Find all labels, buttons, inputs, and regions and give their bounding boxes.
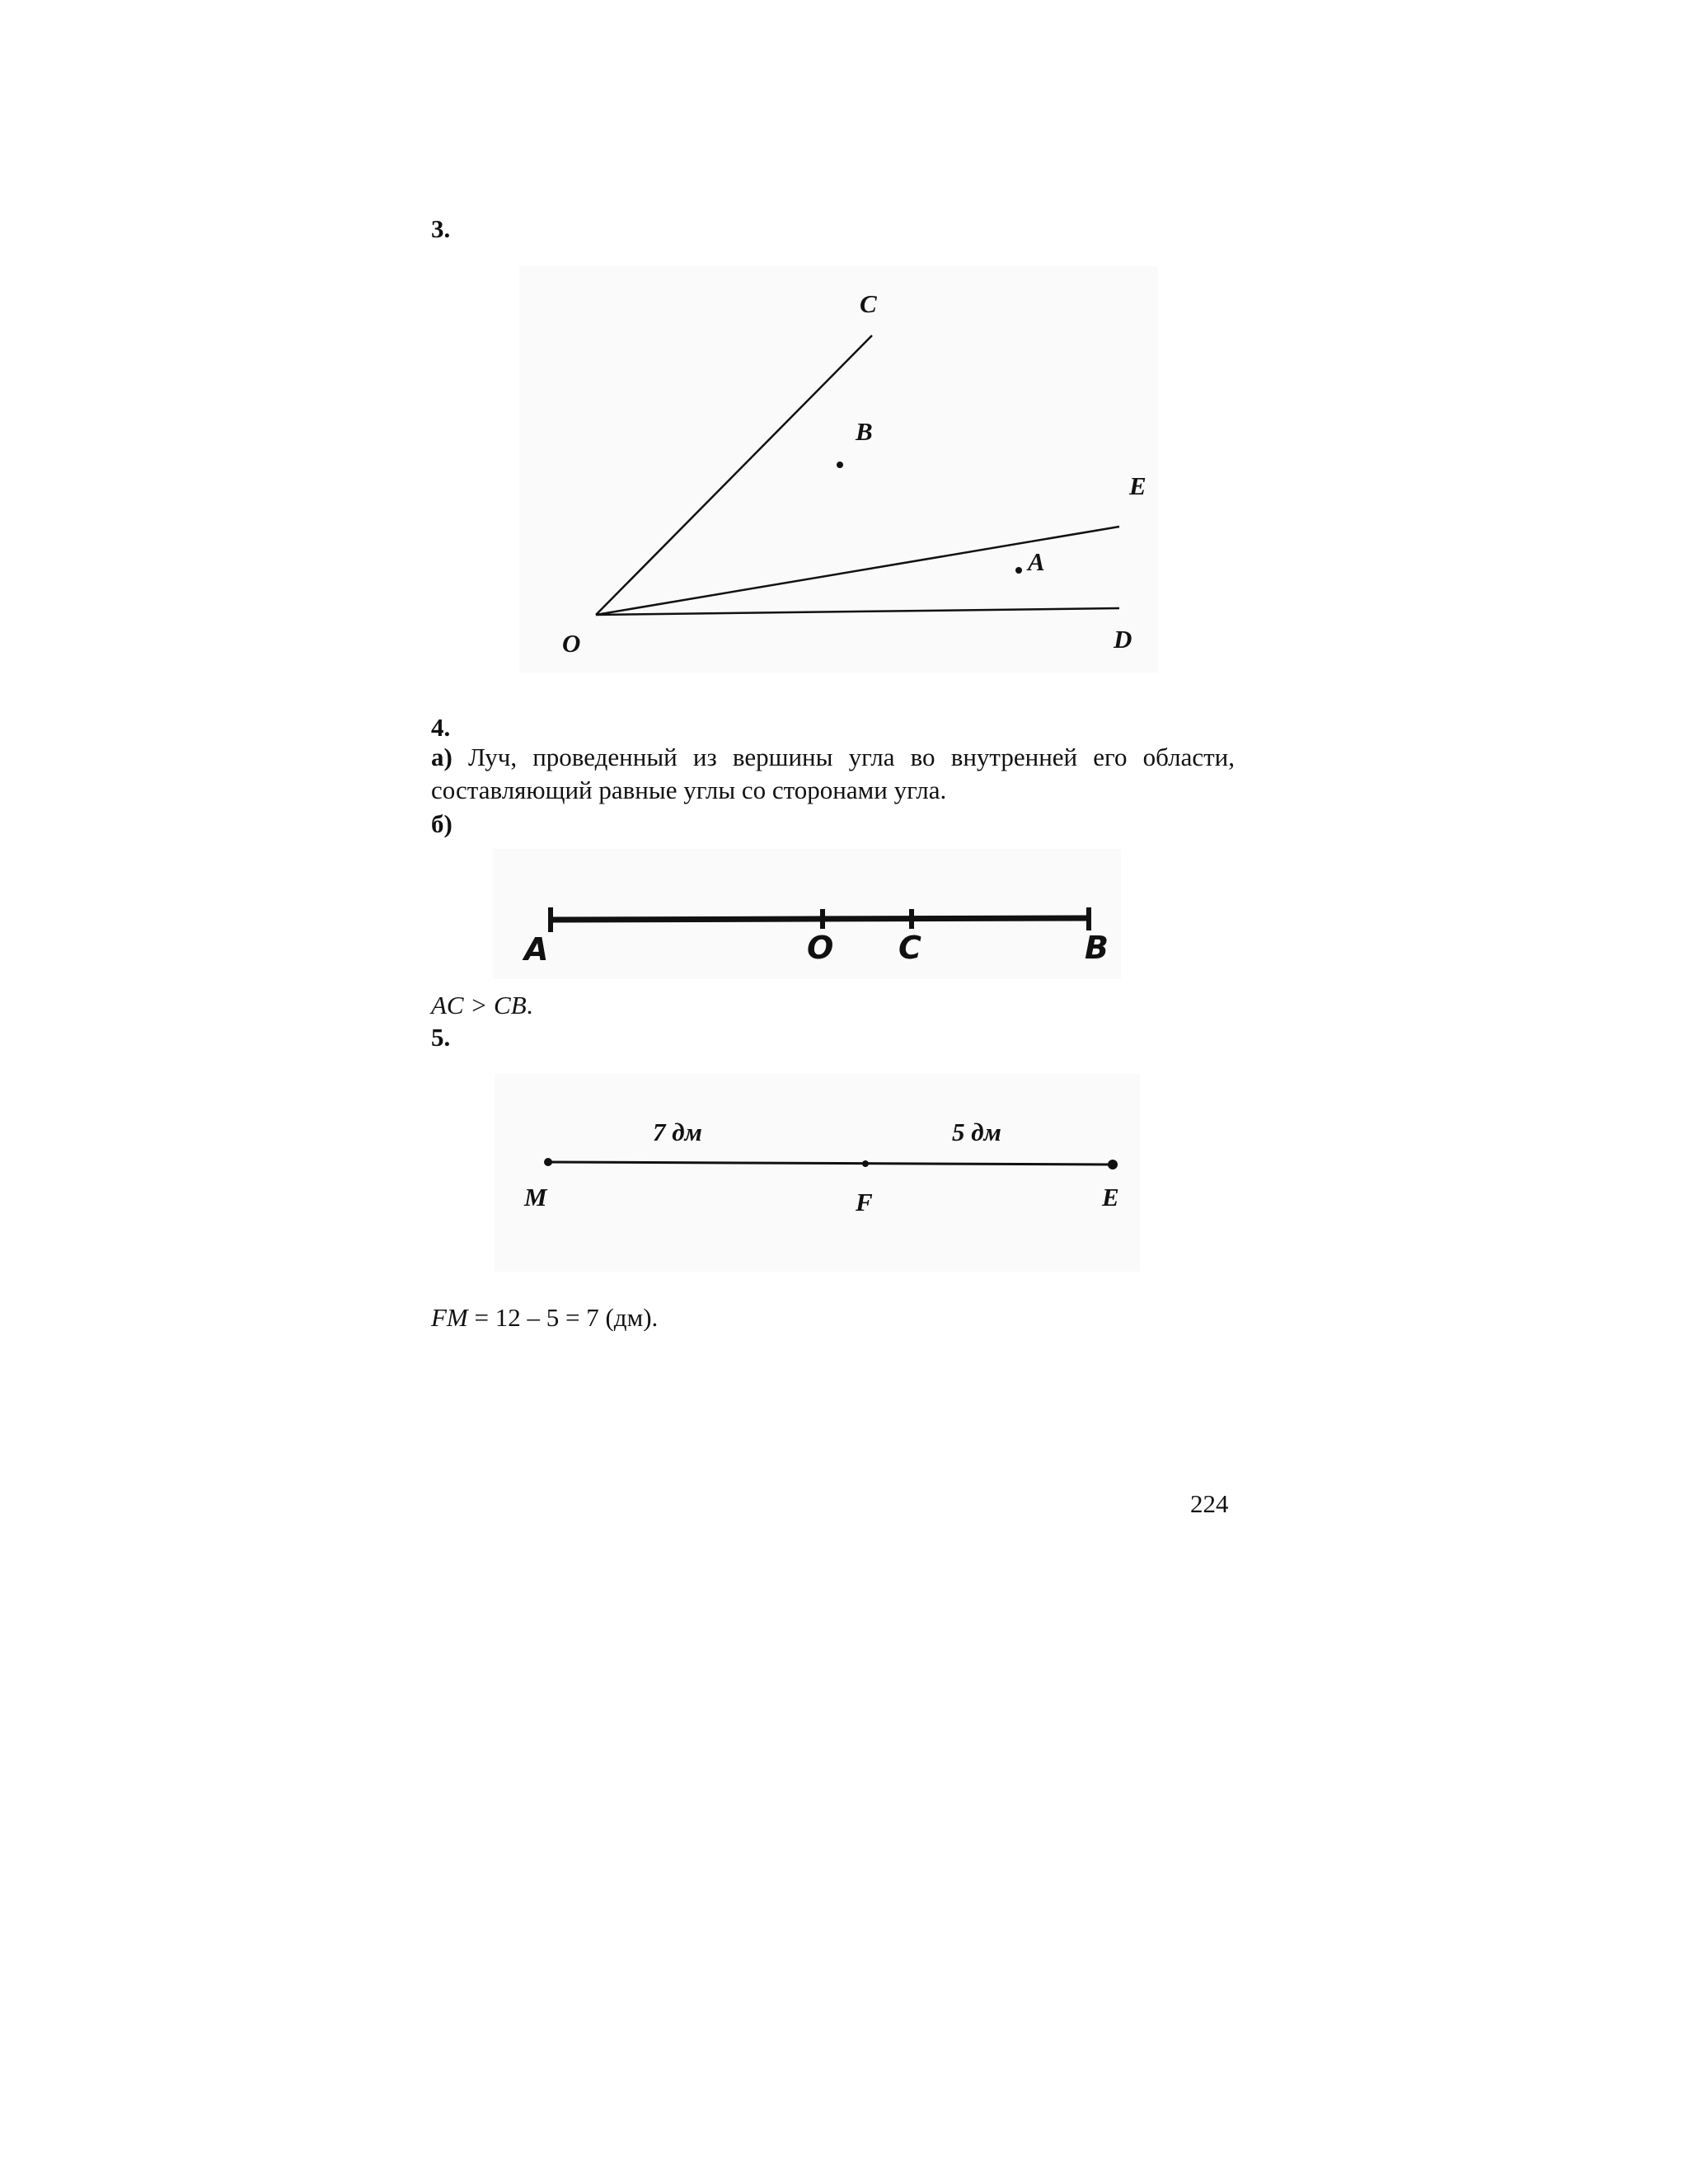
task-4-part-b-marker: б) <box>431 809 452 838</box>
label-e-5: E <box>1102 1183 1119 1212</box>
part-a-marker: а) <box>431 743 452 771</box>
label-o: O <box>562 629 581 658</box>
label-7-dm: 7 дм <box>653 1118 702 1146</box>
page-number: 224 <box>1190 1489 1229 1518</box>
label-o-hand: O <box>807 930 834 966</box>
task-5-number: 5. <box>431 1023 451 1052</box>
answer-expression: AC > CB <box>431 991 527 1019</box>
part-a-text: Луч, проведенный из вершины угла во внутренней его области, составляющий равные углы со сторонами угла. <box>431 743 1235 804</box>
answer-period: . <box>526 991 533 1019</box>
label-c: C <box>860 289 877 318</box>
label-5-dm: 5 дм <box>952 1118 1001 1146</box>
label-a-hand: A <box>524 931 549 968</box>
label-a: A <box>1028 547 1045 576</box>
point-m <box>544 1158 552 1166</box>
label-d: D <box>1114 625 1132 654</box>
label-c-hand: C <box>898 930 921 966</box>
answer-variable: FM <box>431 1303 468 1332</box>
answer-computation: = 12 – 5 = 7 (дм). <box>467 1303 659 1332</box>
label-f: F <box>856 1188 873 1216</box>
point-f <box>862 1160 869 1167</box>
task-5-answer <box>431 1305 658 1330</box>
label-e: E <box>1129 471 1146 500</box>
point-e <box>1108 1160 1118 1169</box>
label-b: B <box>856 417 873 446</box>
figure-5-background <box>495 1074 1140 1272</box>
label-b-hand: B <box>1085 930 1109 966</box>
label-m: M <box>524 1183 547 1212</box>
task-3-number: 3. <box>431 214 451 243</box>
task-4-number: 4. <box>431 713 451 742</box>
